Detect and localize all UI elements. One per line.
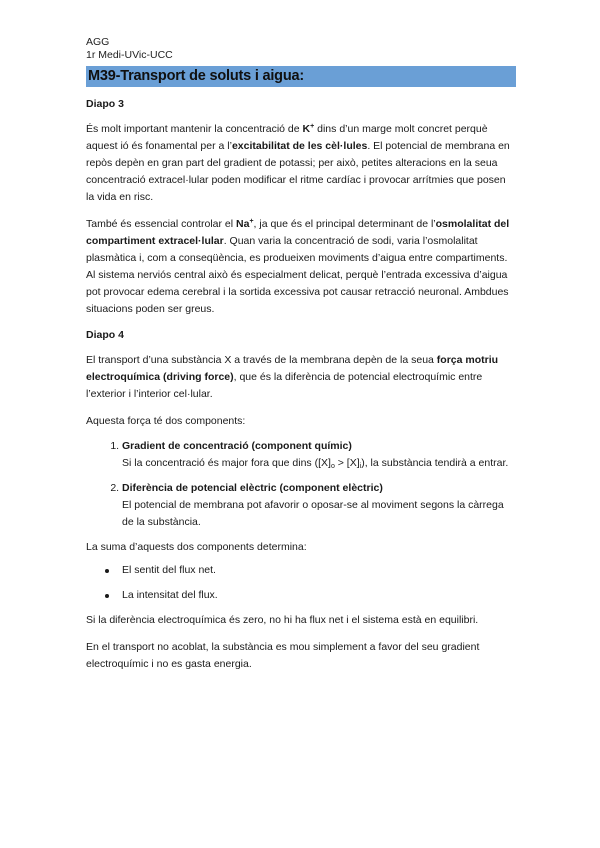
text-run: També és essencial controlar el [86, 218, 236, 230]
component-title: Gradient de concentració (component químic) [122, 440, 352, 452]
text-run: El transport d’una substància X a través de la membrana depèn de la seua [86, 354, 437, 366]
list-item: El sentit del flux net. [122, 562, 516, 579]
bold-term: força motriu electroquímica (driving force) [86, 354, 499, 383]
text-run: dins d’un marge molt concret perquè aquest ió és fonamental per a l’ [86, 123, 488, 152]
text-run: , ja que és el principal determinant de l’ [253, 218, 436, 230]
header-course: 1r Medi-UVic-UCC [86, 49, 173, 61]
bold-term: excitabilitat de les cèl·lules [231, 140, 368, 152]
bullet-icon [105, 594, 109, 598]
text-run: . El potencial de membrana en repòs depèn en gran part del gradient de potassi; per això, petites alteracions en la seua concentració extracel·lular poden modificar el ritme cardíac i provocar arrítmies que posen la vida en risc. [86, 140, 510, 203]
page-title: M39-Transport de soluts i aigua: [88, 68, 304, 84]
paragraph-potassium [86, 121, 516, 206]
list-item [122, 480, 516, 531]
bold-term: osmolalitat del compartiment extracel·lular [86, 218, 510, 247]
components-list [86, 438, 516, 531]
text-run: , que és la diferència de potencial electroquímic entre l’exterior i l’interior cel·lular. [86, 371, 483, 400]
component-text: El potencial de membrana pot afavorir o oposar-se al moviment segons la càrrega de la substància. [122, 499, 504, 528]
sodium-symbol: Na+ [236, 218, 254, 230]
component-text: Si la concentració és major fora que dins $([X]_o > [X]_i)$, la substància tendirà a entrar. [122, 457, 509, 470]
paragraph-sum-intro: La suma d’aquests dos components determina: [86, 541, 307, 553]
section-heading-diapo-3: Diapo 3 [86, 98, 124, 110]
potassium-symbol: K+ [302, 123, 315, 135]
paragraph-sodium [86, 216, 516, 318]
text-run: És molt important mantenir la concentració de [86, 123, 303, 135]
list-item [122, 438, 516, 472]
paragraph-uncoupled-transport: En el transport no acoblat, la substància es mou simplement a favor del seu gradient electroquímic i no es gasta energia. [86, 641, 480, 670]
header-author: AGG [86, 36, 110, 48]
component-title: Diferència de potencial elèctric (component elèctric) [122, 482, 383, 494]
paragraph-components-intro: Aquesta força té dos components: [86, 415, 246, 427]
bullet-icon [105, 569, 109, 573]
section-heading-diapo-4: Diapo 4 [86, 329, 124, 341]
document-page [86, 36, 516, 673]
list-item: La intensitat del flux. [122, 587, 516, 604]
title-bar [86, 66, 516, 87]
bullet-list [86, 562, 516, 604]
paragraph-equilibrium: Si la diferència electroquímica és zero, no hi ha flux net i el sistema està en equilibri. [86, 614, 479, 626]
paragraph-driving-force [86, 352, 516, 403]
text-run: . Quan varia la concentració de sodi, varia l’osmolalitat plasmàtica i, com a conseqüència, es produeixen moviments d’aigua entre compartiments. Al sistema nerviós central això és especialment delicat, perquè l’entrada excessiva d’aigua pot provocar edema cerebral i la sortida excessiva pot causar retracció neuronal. Ambdues situacions poden ser greus. [86, 235, 509, 315]
